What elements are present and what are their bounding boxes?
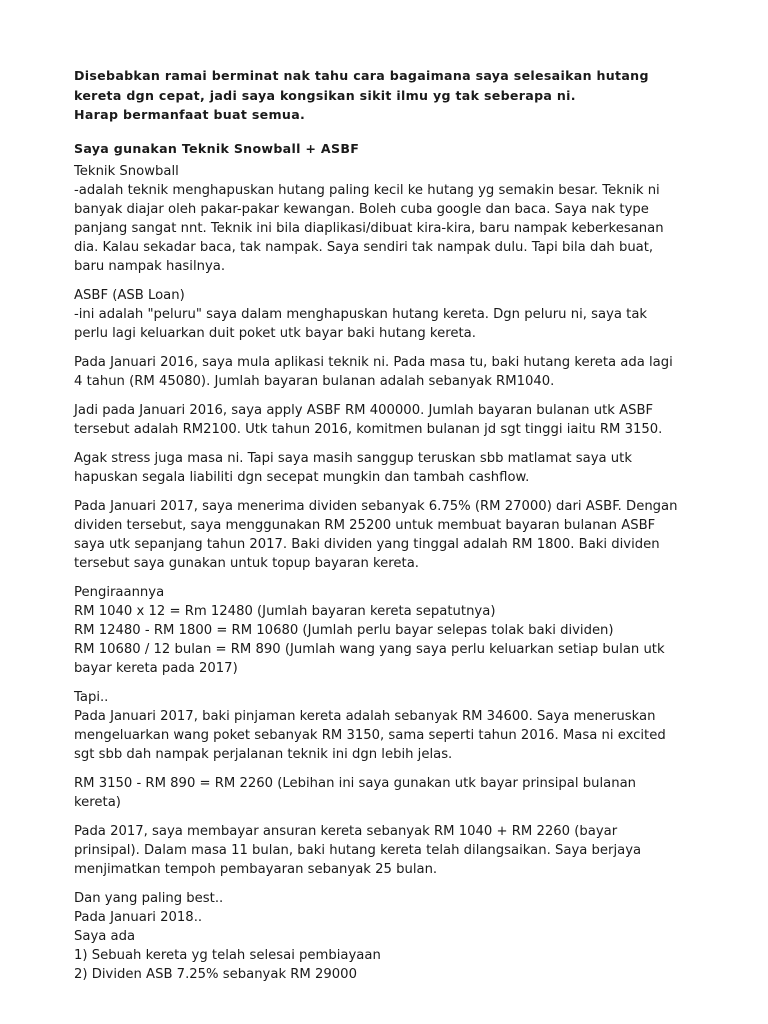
paragraph-line: Pada Januari 2017, baki pinjaman kereta adalah sebanyak RM 34600. Saya meneruskan — [74, 708, 656, 724]
paragraph-line: -adalah teknik menghapuskan hutang paling kecil ke hutang yg semakin besar. Teknik ni — [74, 182, 660, 198]
paragraph-line: 2) Dividen ASB 7.25% sebanyak RM 29000 — [74, 966, 357, 982]
paragraph-line: RM 3150 - RM 890 = RM 2260 (Lebihan ini saya gunakan utk bayar prinsipal bulanan — [74, 775, 637, 791]
paragraph-line: RM 1040 x 12 = Rm 12480 (Jumlah bayaran kereta sepatutnya) — [74, 603, 496, 619]
paragraph-line: tersebut saya gunakan untuk topup bayaran kereta. — [74, 555, 419, 571]
paragraph-line: banyak diajar oleh pakar-pakar kewangan. Boleh cuba google dan baca. Saya nak type — [74, 201, 649, 217]
section-heading: Saya gunakan Teknik Snowball + ASBF — [74, 140, 360, 156]
intro-line: Harap bermanfaat buat semua. — [74, 107, 306, 122]
paragraph — [74, 889, 714, 984]
paragraph-line: 1) Sebuah kereta yg telah selesai pembiayaan — [74, 947, 381, 963]
document-page — [74, 66, 714, 994]
paragraph-line: bayar kereta pada 2017) — [74, 660, 238, 676]
paragraph-line: RM 12480 - RM 1800 = RM 10680 (Jumlah perlu bayar selepas tolak baki dividen) — [74, 622, 614, 638]
paragraph-line: Agak stress juga masa ni. Tapi saya masih sanggup teruskan sbb matlamat saya utk — [74, 450, 632, 466]
paragraph-line: menjimatkan tempoh pembayaran sebanyak 25 bulan. — [74, 861, 438, 877]
intro-line: kereta dgn cepat, jadi saya kongsikan sikit ilmu yg tak seberapa ni. — [74, 87, 576, 103]
paragraph — [74, 583, 714, 678]
paragraph-line: Saya ada — [74, 928, 136, 944]
paragraph-line: Jadi pada Januari 2016, saya apply ASBF RM 400000. Jumlah bayaran bulanan utk ASBF — [74, 402, 654, 418]
paragraph-line: Tapi.. — [74, 689, 109, 705]
paragraph-line: Pada Januari 2018.. — [74, 909, 203, 925]
intro-line: Disebabkan ramai berminat nak tahu cara bagaimana saya selesaikan hutang — [74, 68, 649, 83]
paragraph-line: sgt sbb dah nampak perjalanan teknik ini dgn lebih jelas. — [74, 746, 453, 762]
paragraph-line: tersebut adalah RM2100. Utk tahun 2016, komitmen bulanan jd sgt tinggi iaitu RM 3150. — [74, 421, 663, 437]
paragraph-line: Pada Januari 2016, saya mula aplikasi teknik ni. Pada masa tu, baki hutang kereta ada lagi — [74, 354, 673, 370]
paragraph — [74, 449, 714, 487]
paragraph-line: mengeluarkan wang poket sebanyak RM 3150, sama seperti tahun 2016. Masa ni excited — [74, 727, 666, 743]
paragraph-line: Dan yang paling best.. — [74, 890, 224, 906]
paragraph-line: Pada 2017, saya membayar ansuran kereta sebanyak RM 1040 + RM 2260 (bayar — [74, 823, 618, 839]
paragraph-line: Pada Januari 2017, saya menerima dividen sebanyak 6.75% (RM 27000) dari ASBF. Dengan — [74, 498, 678, 514]
paragraph-line: RM 10680 / 12 bulan = RM 890 (Jumlah wang yang saya perlu keluarkan setiap bulan utk — [74, 641, 665, 657]
paragraph — [74, 497, 714, 573]
paragraph-line: baru nampak hasilnya. — [74, 258, 226, 274]
paragraph-line: panjang sangat nnt. Teknik ini bila diaplikasi/dibuat kira-kira, baru nampak keberkesanan — [74, 220, 664, 236]
paragraph-line: 4 tahun (RM 45080). Jumlah bayaran bulanan adalah sebanyak RM1040. — [74, 373, 555, 389]
paragraph-line: saya utk sepanjang tahun 2017. Baki dividen yang tinggal adalah RM 1800. Baki dividen — [74, 536, 660, 552]
paragraph — [74, 286, 714, 343]
paragraph-line: perlu lagi keluarkan duit poket utk bayar baki hutang kereta. — [74, 325, 476, 341]
paragraph — [74, 822, 714, 879]
paragraph — [74, 162, 714, 276]
paragraph-line: prinsipal). Dalam masa 11 bulan, baki hutang kereta telah dilangsaikan. Saya berjaya — [74, 842, 642, 858]
paragraph-line: ASBF (ASB Loan) — [74, 287, 185, 303]
paragraph — [74, 688, 714, 764]
paragraph — [74, 353, 714, 391]
paragraph — [74, 401, 714, 439]
paragraph-line: Teknik Snowball — [74, 163, 179, 179]
paragraph-line: dividen tersebut, saya menggunakan RM 25200 untuk membuat bayaran bulanan ASBF — [74, 517, 656, 533]
paragraph-line: kereta) — [74, 794, 121, 810]
paragraph-line: dia. Kalau sekadar baca, tak nampak. Saya sendiri tak nampak dulu. Tapi bila dah buat, — [74, 239, 654, 255]
paragraph-line: Pengiraannya — [74, 584, 165, 600]
paragraph-line: -ini adalah "peluru" saya dalam menghapuskan hutang kereta. Dgn peluru ni, saya tak — [74, 306, 648, 322]
intro-paragraph — [74, 66, 714, 125]
body-paragraphs — [74, 162, 714, 984]
paragraph-line: hapuskan segala liabiliti dgn secepat mungkin dan tambah cashflow. — [74, 469, 530, 485]
paragraph — [74, 774, 714, 812]
